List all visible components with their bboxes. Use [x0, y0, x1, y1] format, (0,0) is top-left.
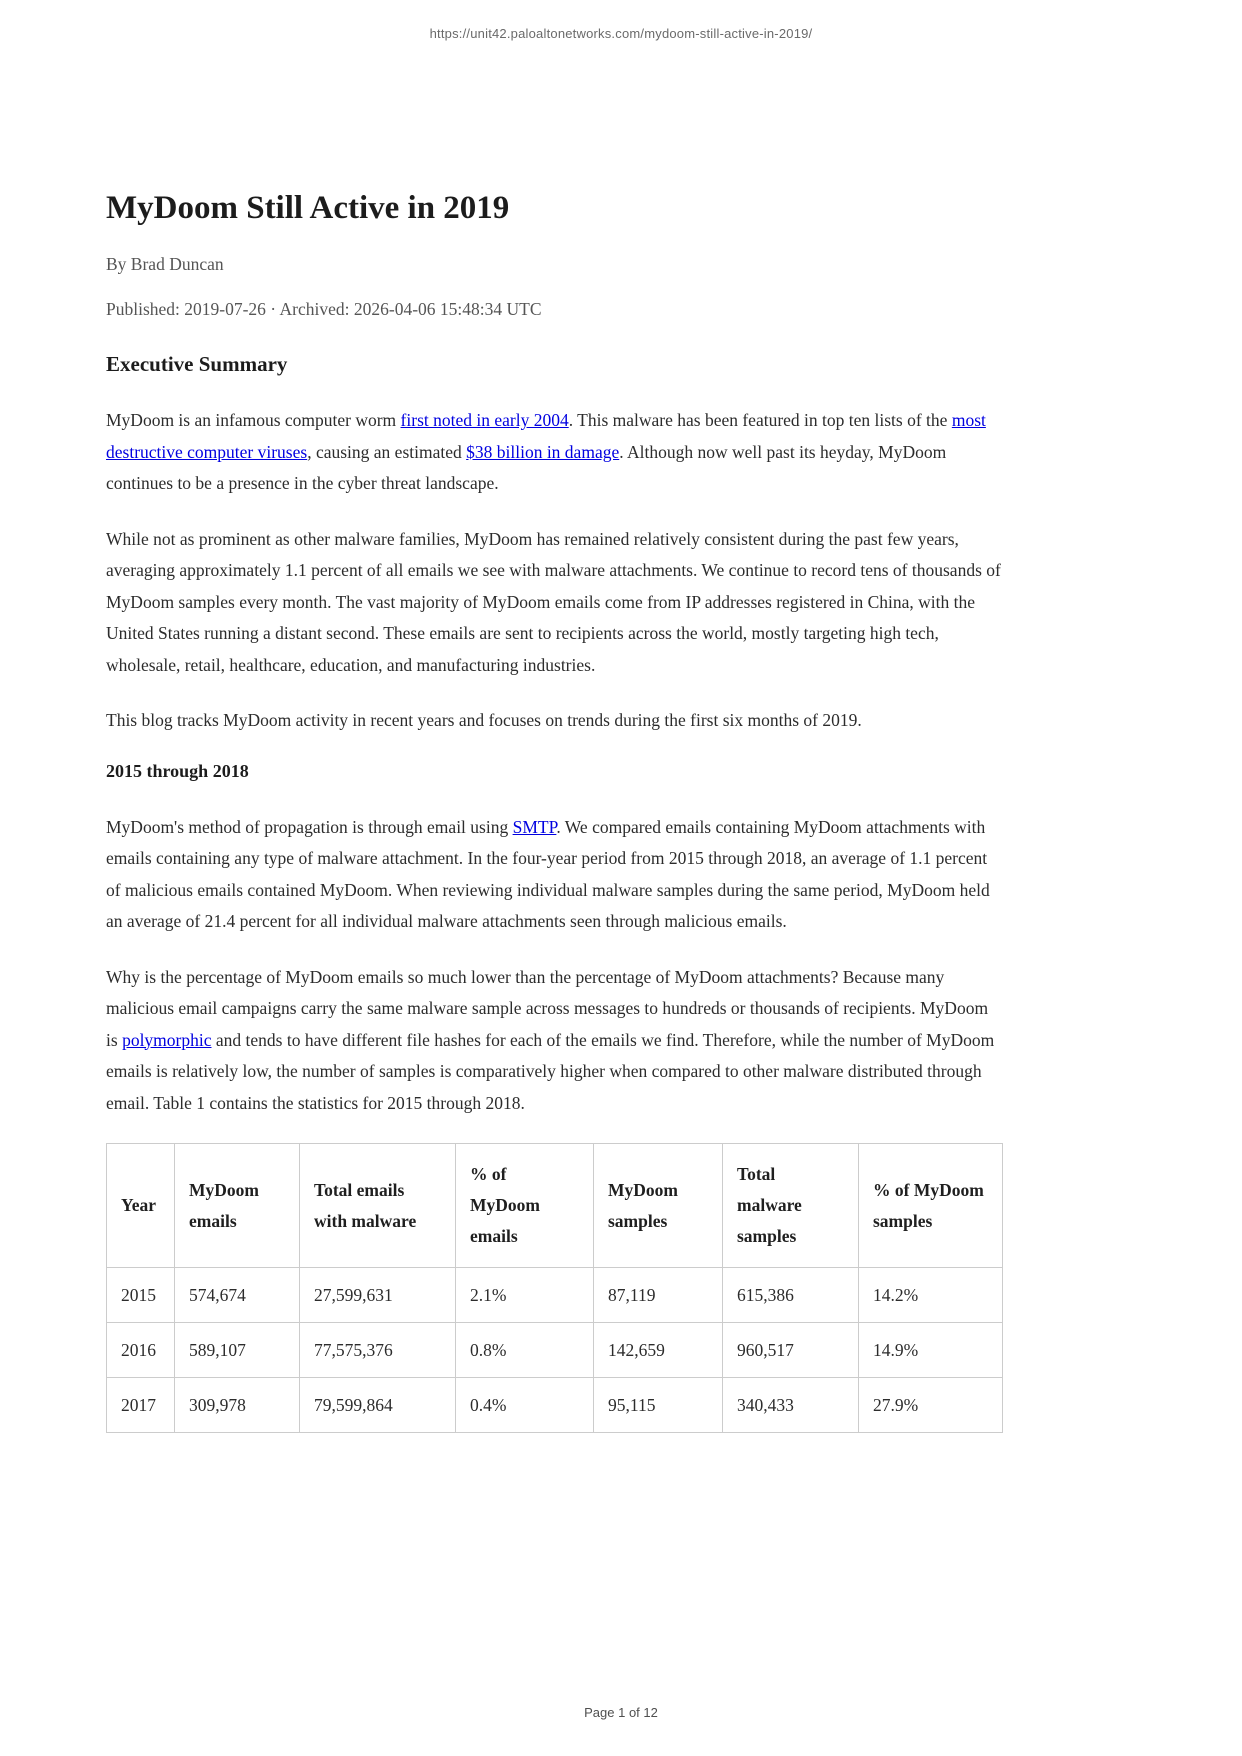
text-segment: Why is the percentage of MyDoom emails so much lower than the percentage of MyDoom attachments? Because many malicious email campaigns carry the same malware sample across messages to hundreds or thousands of recipients. MyDoom is [106, 966, 989, 1050]
mydoom-stats-table [106, 1143, 1003, 1433]
link-38-billion-in-damage[interactable]: $38 billion in damage [466, 441, 620, 462]
table-cell: 142,659 [594, 1323, 723, 1378]
table-header-mydoom-emails: MyDoom emails [175, 1144, 300, 1268]
text-segment: MyDoom's method of propagation is through email using [106, 816, 513, 837]
link-polymorphic[interactable]: polymorphic [122, 1029, 212, 1050]
table-cell: 0.4% [456, 1378, 594, 1433]
page-title: MyDoom Still Active in 2019 [106, 190, 510, 226]
table-cell: 2.1% [456, 1268, 594, 1323]
table-cell: 79,599,864 [300, 1378, 456, 1433]
table-cell: 309,978 [175, 1378, 300, 1433]
publish-archive-meta: Published: 2019-07-26 · Archived: 2026-04-06 15:48:34 UTC [106, 299, 542, 319]
table-header-total-malware-samples: Total malware samples [723, 1144, 859, 1268]
link-smtp[interactable]: SMTP [512, 816, 557, 837]
table-cell: 95,115 [594, 1378, 723, 1433]
table-cell: 615,386 [723, 1268, 859, 1323]
table-cell: 589,107 [175, 1323, 300, 1378]
text-segment: and tends to have different file hashes for each of the emails we find. Therefore, while the number of MyDoom emails is relatively low, the number of samples is comparatively higher when compared to other malware distributed through email. Table 1 contains the statistics for 2015 through 2018. [106, 1029, 995, 1113]
paragraph-percentage-explanation [106, 962, 1002, 1120]
table-header-pct-mydoom-samples: % of MyDoom samples [859, 1144, 1003, 1268]
paragraph-blog-scope: This blog tracks MyDoom activity in recent years and focuses on trends during the first six months of 2019. [106, 710, 862, 730]
link-most-destructive-computer-viruses[interactable]: most destructive computer viruses [106, 410, 986, 462]
page-number: Page 1 of 12 [584, 1705, 658, 1720]
paragraph-intro [106, 405, 1002, 500]
table-cell: 27,599,631 [300, 1268, 456, 1323]
text-segment: , causing an estimated [307, 441, 467, 462]
table-cell: 14.2% [859, 1268, 1003, 1323]
table-header-row [107, 1144, 1003, 1268]
table-row-2015 [107, 1268, 1003, 1323]
text-segment: MyDoom is an infamous computer worm [106, 410, 401, 430]
table-cell: 2015 [107, 1268, 175, 1323]
table-header-year: Year [107, 1144, 175, 1268]
table-header-mydoom-samples: MyDoom samples [594, 1144, 723, 1268]
table-cell: 87,119 [594, 1268, 723, 1323]
table-cell: 0.8% [456, 1323, 594, 1378]
text-segment: . This malware has been featured in top ten lists of the [568, 410, 952, 430]
text-segment: . We compared emails containing MyDoom attachments with emails containing any type of malware attachment. In the four-year period from 2015 through 2018, an average of 1.1 percent of malicious emails contained MyDoom. When reviewing individual malware samples during the same period, MyDoom held an average of 21.4 percent for all individual malware attachments seen through malicious emails. [106, 816, 990, 931]
article-content [106, 0, 1002, 1433]
table-cell: 574,674 [175, 1268, 300, 1323]
text-segment: . Although now well past its heyday, MyDoom continues to be a presence in the cyber threat landscape. [106, 441, 947, 493]
section-heading-2015-through-2018: 2015 through 2018 [106, 760, 249, 781]
table-cell: 77,575,376 [300, 1323, 456, 1378]
table-header-pct-mydoom-emails: % of MyDoom emails [456, 1144, 594, 1268]
paragraph-consistency: While not as prominent as other malware families, MyDoom has remained relatively consistent during the past few years, averaging approximately 1.1 percent of all emails we see with malware attachments. We continue to record tens of thousands of MyDoom samples every month. The vast majority of MyDoom emails come from IP addresses registered in China, with the United States running a distant second. These emails are sent to recipients across the world, mostly targeting high tech, wholesale, retail, healthcare, education, and manufacturing industries. [106, 528, 1001, 675]
table-cell: 2016 [107, 1323, 175, 1378]
table-cell: 27.9% [859, 1378, 1003, 1433]
section-heading-executive-summary: Executive Summary [106, 352, 288, 376]
paragraph-propagation [106, 812, 1002, 938]
table-header-total-emails-with-malware: Total emails with malware [300, 1144, 456, 1268]
table-cell: 340,433 [723, 1378, 859, 1433]
table-row-2017 [107, 1378, 1003, 1433]
table-cell: 2017 [107, 1378, 175, 1433]
table-row-2016 [107, 1323, 1003, 1378]
byline: By Brad Duncan [106, 254, 224, 274]
table-cell: 960,517 [723, 1323, 859, 1378]
archived-page-url: https://unit42.paloaltonetworks.com/mydoom-still-active-in-2019/ [429, 26, 813, 41]
link-first-noted-in-early-2004[interactable]: first noted in early 2004 [400, 410, 569, 430]
table-cell: 14.9% [859, 1323, 1003, 1378]
